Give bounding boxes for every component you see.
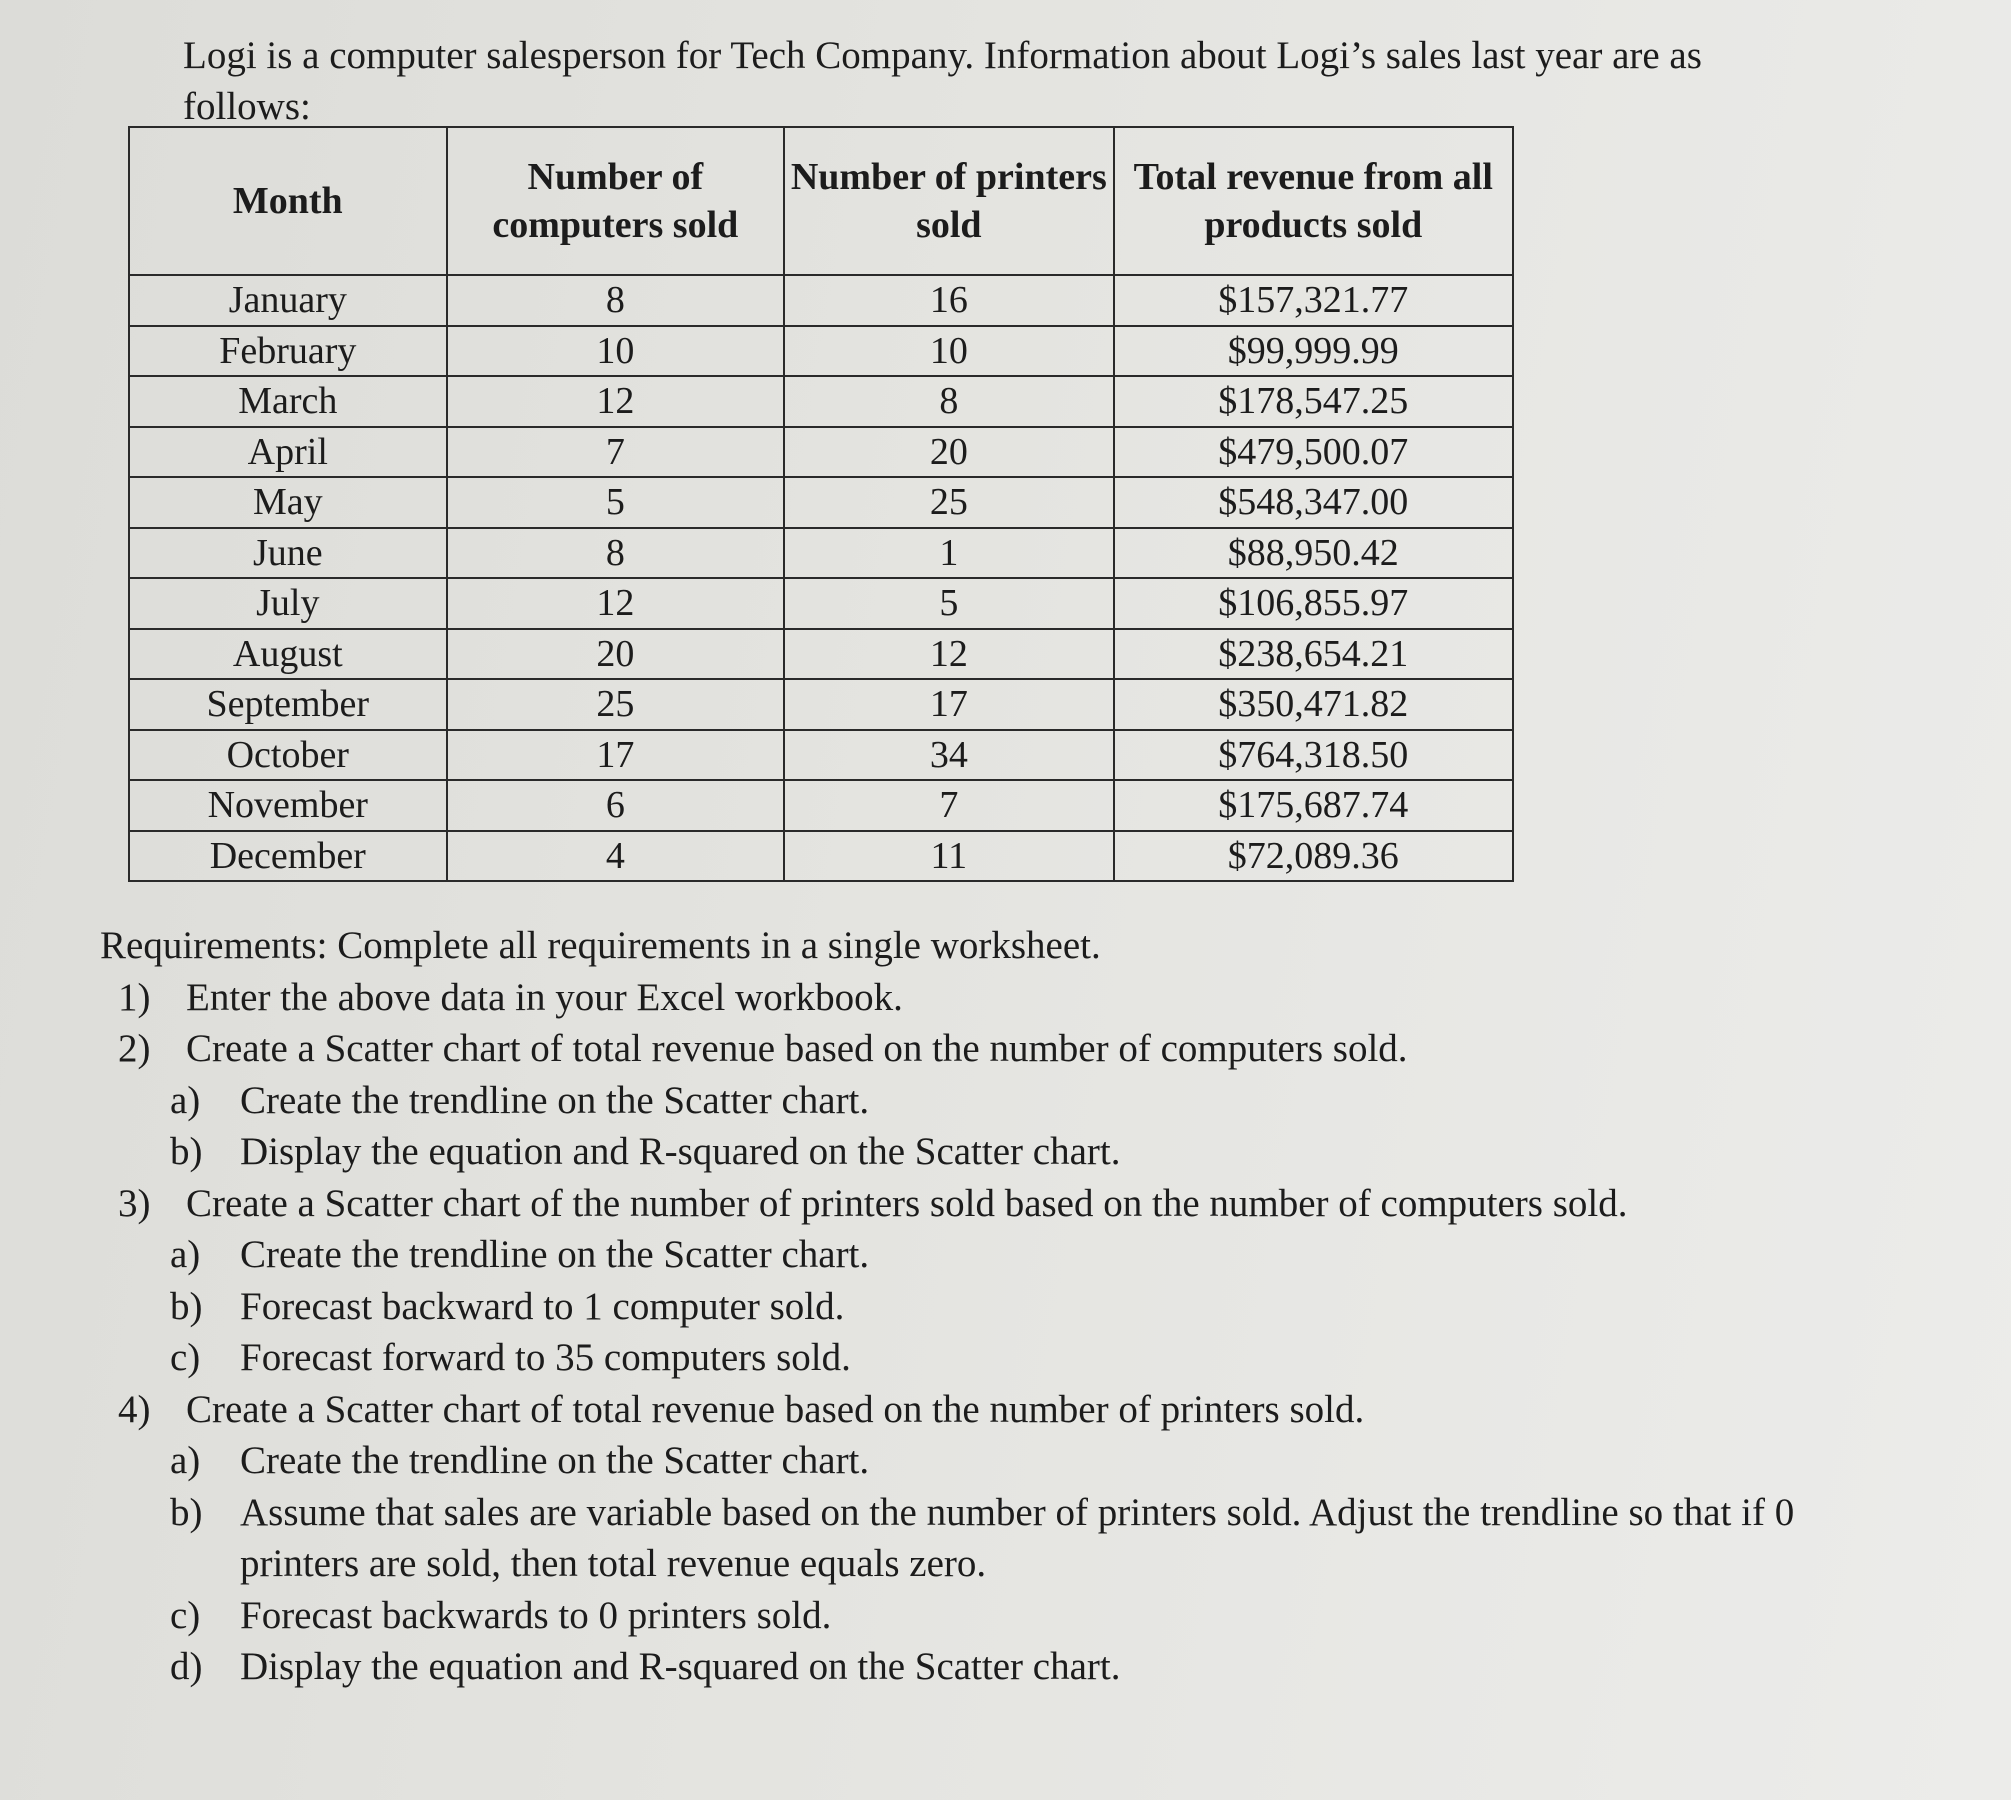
printers-cell: 1 bbox=[784, 528, 1113, 579]
subitem-letter: d) bbox=[170, 1645, 203, 1688]
month-cell: June bbox=[129, 528, 447, 579]
subitem-letter: b) bbox=[170, 1284, 203, 1328]
subitem-letter: b) bbox=[170, 1490, 203, 1534]
requirements-list bbox=[100, 972, 1900, 1693]
requirement-text: Create a Scatter chart of the number of printers sold based on the number of computers sold. bbox=[186, 1181, 1628, 1225]
month-cell: May bbox=[129, 477, 447, 528]
subitem-letter: b) bbox=[170, 1130, 203, 1173]
requirement-subitem bbox=[100, 1281, 1900, 1333]
subitem-text: Create the trendline on the Scatter chart. bbox=[240, 1439, 870, 1482]
month-cell: January bbox=[129, 275, 447, 326]
table-row bbox=[129, 629, 1513, 680]
computers-cell: 8 bbox=[447, 275, 785, 326]
sales-table bbox=[128, 126, 1514, 882]
computers-cell: 20 bbox=[447, 629, 785, 680]
requirement-item bbox=[100, 1178, 1900, 1230]
subitem-letter: c) bbox=[170, 1593, 201, 1637]
printers-cell: 20 bbox=[784, 427, 1113, 478]
requirement-subitem bbox=[100, 1487, 1900, 1590]
table-row bbox=[129, 578, 1513, 629]
computers-cell: 8 bbox=[447, 528, 785, 579]
intro-paragraph: Logi is a computer salesperson for Tech Company. Information about Logi’s sales last year are as follows: bbox=[183, 34, 1702, 128]
revenue-cell: $88,950.42 bbox=[1114, 528, 1513, 579]
revenue-cell: $175,687.74 bbox=[1114, 780, 1513, 831]
revenue-cell: $764,318.50 bbox=[1114, 730, 1513, 781]
table-row bbox=[129, 528, 1513, 579]
computers-cell: 12 bbox=[447, 578, 785, 629]
header-computers-sold: Number of computers sold bbox=[447, 127, 785, 275]
requirement-number: 1) bbox=[118, 975, 151, 1019]
revenue-cell: $99,999.99 bbox=[1114, 326, 1513, 377]
printers-cell: 8 bbox=[784, 376, 1113, 427]
subitem-letter: c) bbox=[170, 1336, 201, 1379]
table-header-row bbox=[129, 127, 1513, 275]
revenue-cell: $157,321.77 bbox=[1114, 275, 1513, 326]
table-row bbox=[129, 376, 1513, 427]
month-cell: September bbox=[129, 679, 447, 730]
revenue-cell: $106,855.97 bbox=[1114, 578, 1513, 629]
month-cell: August bbox=[129, 629, 447, 680]
printers-cell: 7 bbox=[784, 780, 1113, 831]
month-cell: December bbox=[129, 831, 447, 882]
subitem-letter: a) bbox=[170, 1439, 201, 1482]
printers-cell: 5 bbox=[784, 578, 1113, 629]
requirement-subitem bbox=[100, 1332, 1900, 1384]
requirement-number: 3) bbox=[118, 1181, 151, 1225]
revenue-cell: $479,500.07 bbox=[1114, 427, 1513, 478]
subitem-text: Forecast backward to 1 computer sold. bbox=[240, 1284, 845, 1328]
printers-cell: 25 bbox=[784, 477, 1113, 528]
table-row bbox=[129, 831, 1513, 882]
table-row bbox=[129, 679, 1513, 730]
revenue-cell: $548,347.00 bbox=[1114, 477, 1513, 528]
table-row bbox=[129, 427, 1513, 478]
subitem-text: Create the trendline on the Scatter chart. bbox=[240, 1233, 870, 1276]
requirement-item bbox=[100, 1023, 1900, 1075]
subitem-text: Assume that sales are variable based on the number of printers sold. Adjust the trendline so that if 0 printers are sold, then total revenue equals zero. bbox=[240, 1490, 1795, 1585]
requirement-subitem bbox=[100, 1126, 1900, 1178]
computers-cell: 4 bbox=[447, 831, 785, 882]
header-total-revenue: Total revenue from all products sold bbox=[1114, 127, 1513, 275]
month-cell: March bbox=[129, 376, 447, 427]
requirement-number: 4) bbox=[118, 1387, 151, 1431]
requirement-text: Create a Scatter chart of total revenue based on the number of computers sold. bbox=[186, 1027, 1408, 1070]
computers-cell: 17 bbox=[447, 730, 785, 781]
month-cell: February bbox=[129, 326, 447, 377]
header-printers-sold: Number of printers sold bbox=[784, 127, 1113, 275]
table-row bbox=[129, 780, 1513, 831]
requirement-subitem bbox=[100, 1229, 1900, 1281]
requirement-item bbox=[100, 972, 1900, 1024]
subitem-text: Forecast forward to 35 computers sold. bbox=[240, 1336, 851, 1379]
table-body bbox=[129, 275, 1513, 881]
month-cell: July bbox=[129, 578, 447, 629]
requirement-subitem bbox=[100, 1590, 1900, 1642]
requirements-heading: Requirements: Complete all requirements in a single worksheet. bbox=[100, 924, 1101, 967]
printers-cell: 12 bbox=[784, 629, 1113, 680]
requirements-section bbox=[100, 920, 1900, 1693]
computers-cell: 25 bbox=[447, 679, 785, 730]
subitem-text: Forecast backwards to 0 printers sold. bbox=[240, 1593, 832, 1637]
computers-cell: 5 bbox=[447, 477, 785, 528]
printers-cell: 34 bbox=[784, 730, 1113, 781]
requirement-text: Enter the above data in your Excel workbook. bbox=[186, 975, 903, 1019]
subitem-text: Display the equation and R-squared on the Scatter chart. bbox=[240, 1645, 1121, 1688]
requirement-item bbox=[100, 1384, 1900, 1436]
computers-cell: 12 bbox=[447, 376, 785, 427]
header-month: Month bbox=[129, 127, 447, 275]
computers-cell: 6 bbox=[447, 780, 785, 831]
requirement-text: Create a Scatter chart of total revenue based on the number of printers sold. bbox=[186, 1387, 1365, 1431]
month-cell: November bbox=[129, 780, 447, 831]
table-row bbox=[129, 326, 1513, 377]
requirement-subitem bbox=[100, 1641, 1900, 1693]
month-cell: April bbox=[129, 427, 447, 478]
revenue-cell: $350,471.82 bbox=[1114, 679, 1513, 730]
revenue-cell: $238,654.21 bbox=[1114, 629, 1513, 680]
printers-cell: 10 bbox=[784, 326, 1113, 377]
subitem-text: Display the equation and R-squared on the Scatter chart. bbox=[240, 1130, 1121, 1173]
requirement-number: 2) bbox=[118, 1027, 151, 1070]
requirement-subitem bbox=[100, 1075, 1900, 1127]
revenue-cell: $72,089.36 bbox=[1114, 831, 1513, 882]
printers-cell: 11 bbox=[784, 831, 1113, 882]
table-row bbox=[129, 275, 1513, 326]
printers-cell: 17 bbox=[784, 679, 1113, 730]
computers-cell: 10 bbox=[447, 326, 785, 377]
subitem-letter: a) bbox=[170, 1233, 201, 1276]
computers-cell: 7 bbox=[447, 427, 785, 478]
printers-cell: 16 bbox=[784, 275, 1113, 326]
table-row bbox=[129, 730, 1513, 781]
subitem-letter: a) bbox=[170, 1078, 201, 1122]
table-row bbox=[129, 477, 1513, 528]
requirement-subitem bbox=[100, 1435, 1900, 1487]
revenue-cell: $178,547.25 bbox=[1114, 376, 1513, 427]
subitem-text: Create the trendline on the Scatter chart. bbox=[240, 1078, 870, 1122]
month-cell: October bbox=[129, 730, 447, 781]
